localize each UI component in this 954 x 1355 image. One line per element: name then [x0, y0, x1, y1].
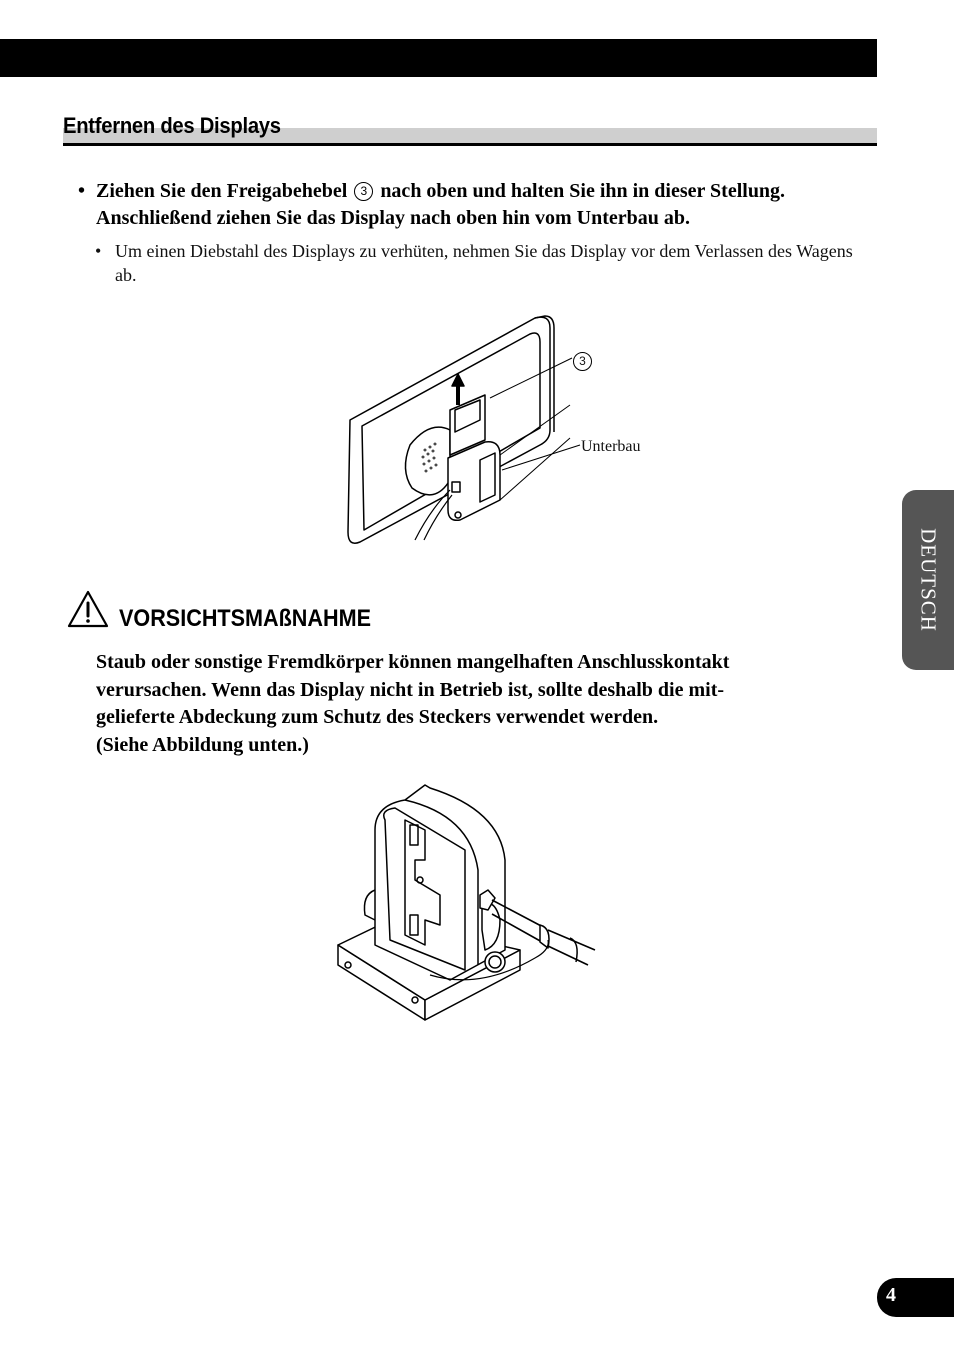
page-number: 4	[886, 1284, 896, 1306]
heading-rule	[63, 143, 877, 146]
display-removal-illustration	[340, 310, 670, 550]
bullet: •	[78, 180, 86, 202]
page-number-tab	[877, 1278, 954, 1317]
circled-number-marker: 3	[354, 182, 373, 201]
section-heading	[63, 110, 877, 148]
bullet: •	[95, 241, 102, 261]
note-text: Um einen Diebstahl des Displays zu verhüten, nehmen Sie das Display vor dem Verlassen des Wagens ab.	[115, 241, 853, 285]
instruction-note	[95, 239, 870, 287]
step-text-before: Ziehen Sie den Freigabehebel	[96, 180, 348, 202]
step-text-after: nach oben und halten Sie ihn in dieser Stellung. Anschließend ziehen Sie das Display nach oben hin vom Unterbau ab.	[96, 180, 786, 229]
caution-line: Staub oder sonstige Fremdkörper können mangelhaften Anschlusskontakt	[96, 651, 730, 673]
warning-triangle-icon	[66, 589, 110, 629]
caution-line: (Siehe Abbildung unten.)	[96, 733, 309, 756]
caution-line: gelieferte Abdeckung zum Schutz des Steckers verwendet werden.	[96, 706, 659, 728]
caution-line: verursachen. Wenn das Display nicht in Betrieb ist, sollte deshalb die mit-	[96, 678, 725, 701]
figure1-marker: 3	[573, 352, 592, 371]
language-tab	[902, 490, 954, 670]
section-title: Entfernen des Displays	[63, 113, 281, 138]
instruction-step	[78, 178, 883, 232]
header-bar	[0, 39, 877, 77]
caution-text	[96, 649, 876, 759]
connector-cover-illustration	[330, 780, 610, 1030]
language-tab-label: DEUTSCH	[916, 528, 941, 632]
figure1-label-unterbau: Unterbau	[581, 438, 641, 455]
caution-title: VORSICHTSMAßNAHME	[119, 605, 371, 632]
